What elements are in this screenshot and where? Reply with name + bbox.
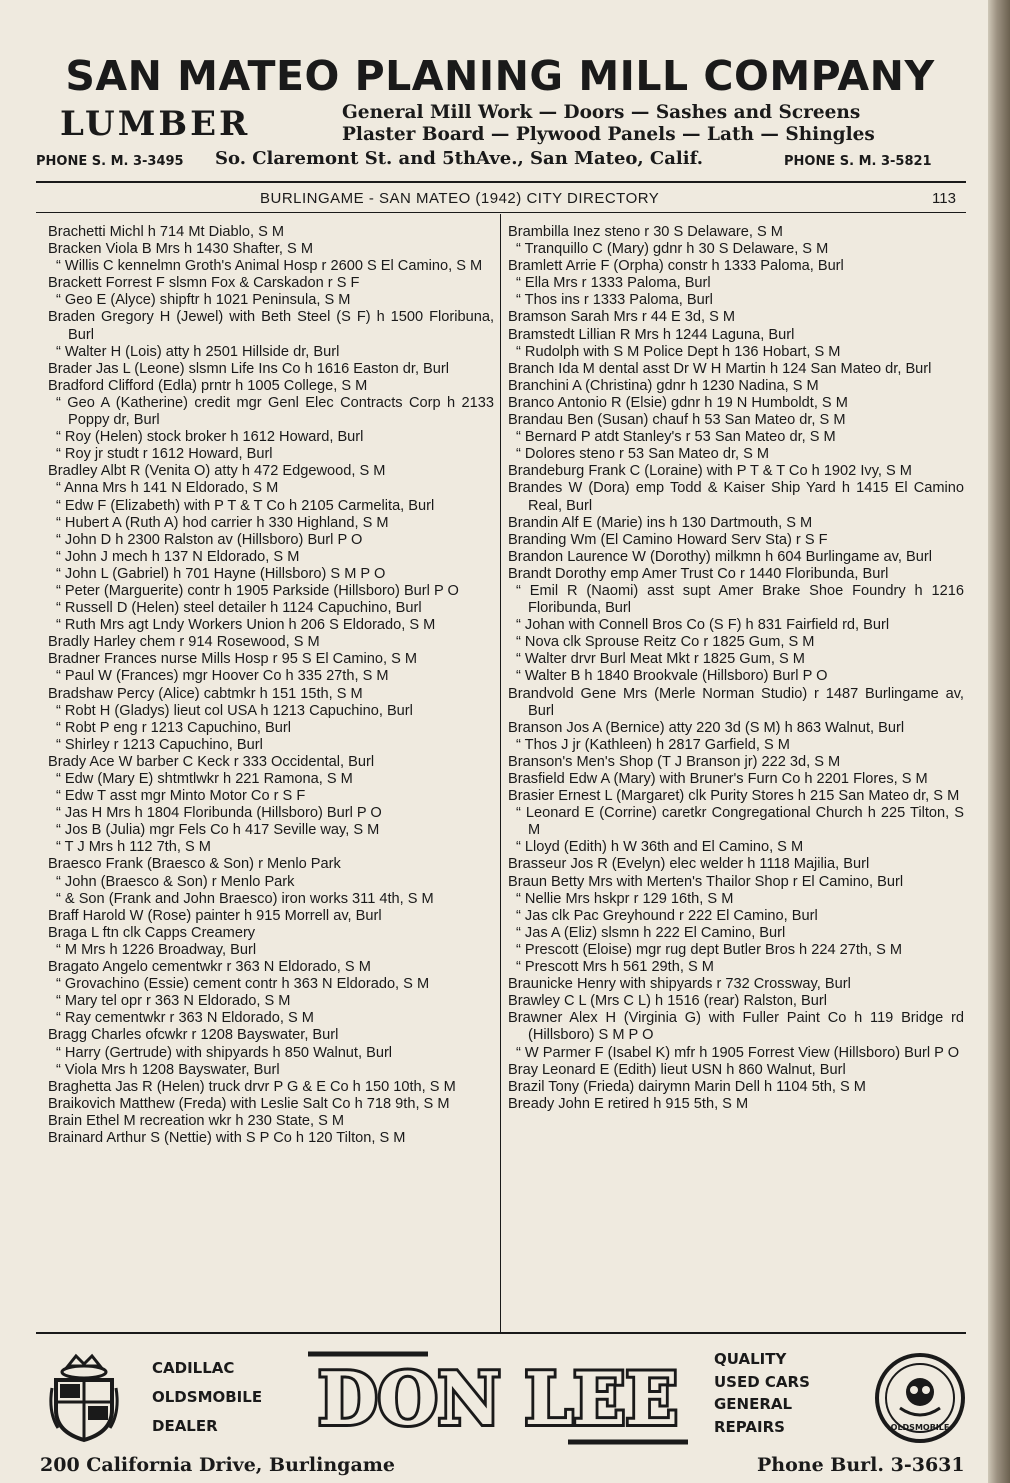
directory-entry: “ Prescott Mrs h 561 29th, S M bbox=[516, 959, 714, 976]
directory-entry: Bradshaw Percy (Alice) cabtmkr h 151 15th, S M bbox=[48, 685, 363, 702]
directory-entry: Bragg Charles ofcwkr r 1208 Bayswater, Burl bbox=[48, 1027, 339, 1044]
directory-entry: “ Ray cementwkr r 363 N Eldorado, S M bbox=[56, 1010, 314, 1027]
directory-entry: Brandt Dorothy emp Amer Trust Co r 1440 Floribunda, Burl bbox=[508, 565, 889, 582]
header-rule bbox=[36, 181, 966, 183]
directory-entry: “ Geo A (Katherine) credit mgr Genl Elec Contracts Corp h 2133 Poppy dr, Burl bbox=[56, 394, 494, 429]
ad-address: So. Claremont St. and 5thAve., San Mateo, Calif. bbox=[215, 148, 703, 169]
directory-entry: “ Robt P eng r 1213 Capuchino, Burl bbox=[56, 719, 291, 736]
don-lee-logo bbox=[308, 1348, 688, 1448]
directory-entry: Brandin Alf E (Marie) ins h 130 Dartmouth, S M bbox=[508, 514, 813, 531]
directory-entry: Bray Leonard E (Edith) lieut USN h 860 Walnut, Burl bbox=[508, 1061, 846, 1078]
directory-entry: “ John (Braesco & Son) r Menlo Park bbox=[56, 873, 295, 890]
directory-entry: Braghetta Jas R (Helen) truck drvr P G & E Co h 150 10th, S M bbox=[48, 1078, 456, 1095]
page-number: 113 bbox=[932, 190, 956, 207]
directory-entry: Brady Ace W barber C Keck r 333 Occidental, Burl bbox=[48, 753, 375, 770]
directory-entry: Brackett Forrest F slsmn Fox & Carskadon r S F bbox=[48, 275, 360, 292]
directory-entry: “ Johan with Connell Bros Co (S F) h 831 Fairfield rd, Burl bbox=[516, 617, 890, 634]
directory-entry: “ Shirley r 1213 Capuchino, Burl bbox=[56, 736, 263, 753]
directory-entry: “ Prescott (Eloise) mgr rug dept Butler Bros h 224 27th, S M bbox=[516, 941, 903, 958]
ad-dealer-line: DEALER bbox=[152, 1417, 218, 1435]
directory-entry: “ Leonard E (Corrine) caretkr Congregational Church h 225 Tilton, S M bbox=[516, 805, 964, 839]
directory-entry: Bramstedt Lillian R Mrs h 1244 Laguna, Burl bbox=[508, 326, 795, 343]
directory-entry: Braunicke Henry with shipyards r 732 Crossway, Burl bbox=[508, 976, 851, 993]
directory-entry: Brandvold Gene Mrs (Merle Norman Studio) r 1487 Burlingame av, Burl bbox=[508, 685, 964, 719]
directory-entry: “ M Mrs h 1226 Broadway, Burl bbox=[56, 941, 257, 958]
directory-entry: “ Edw F (Elizabeth) with P T & T Co h 2105 Carmelita, Burl bbox=[56, 497, 435, 514]
directory-entry: “ Lloyd (Edith) h W 36th and El Camino, S M bbox=[516, 839, 804, 856]
ad-quality-line: GENERAL bbox=[714, 1395, 793, 1413]
directory-entry: Braff Harold W (Rose) painter h 915 Morrell av, Burl bbox=[48, 907, 382, 924]
directory-entry: “ Anna Mrs h 141 N Eldorado, S M bbox=[56, 480, 279, 497]
directory-entry: “ Viola Mrs h 1208 Bayswater, Burl bbox=[56, 1061, 280, 1078]
running-head-rule bbox=[36, 212, 966, 213]
directory-entry: Brader Jas L (Leone) slsmn Life Ins Co h 1616 Easton dr, Burl bbox=[48, 360, 449, 377]
directory-entry: Brambilla Inez steno r 30 S Delaware, S M bbox=[508, 224, 783, 240]
ad-company-name: SAN MATEO PLANING MILL COMPANY bbox=[65, 52, 935, 100]
directory-entry: “ Roy jr studt r 1612 Howard, Burl bbox=[56, 446, 273, 463]
directory-entry: “ Bernard P atdt Stanley's r 53 San Mateo dr, S M bbox=[516, 429, 836, 446]
ad-phone-right: PHONE S. M. 3-5821 bbox=[784, 154, 932, 169]
directory-entry: “ Nellie Mrs hskpr r 129 16th, S M bbox=[516, 890, 734, 907]
directory-entry: “ Roy (Helen) stock broker h 1612 Howard, Burl bbox=[56, 429, 364, 446]
directory-entry: Brasfield Edw A (Mary) with Bruner's Furn Co h 2201 Flores, S M bbox=[508, 771, 928, 787]
directory-entry: “ Jas clk Pac Greyhound r 222 El Camino, Burl bbox=[516, 907, 818, 924]
directory-entry: “ Hubert A (Ruth A) hod carrier h 330 Highland, S M bbox=[56, 514, 389, 531]
footer-rule bbox=[36, 1332, 966, 1334]
directory-entry: Brandeburg Frank C (Loraine) with P T & T Co h 1902 Ivy, S M bbox=[508, 463, 912, 480]
directory-entry: “ Emil R (Naomi) asst supt Amer Brake Shoe Foundry h 1216 Floribunda, Burl bbox=[516, 582, 964, 617]
directory-entry: “ Edw T asst mgr Minto Motor Co r S F bbox=[56, 788, 306, 805]
ad-services-line: General Mill Work — Doors — Sashes and Screens bbox=[342, 102, 861, 123]
directory-entry: Bradley Albt R (Venita O) atty h 472 Edgewood, S M bbox=[48, 463, 386, 480]
ad-services-line: Plaster Board — Plywood Panels — Lath — Shingles bbox=[342, 124, 875, 145]
directory-entry: Bradford Clifford (Edla) prntr h 1005 College, S M bbox=[48, 377, 368, 394]
badge-text: OLDSMOBILE bbox=[890, 1423, 950, 1432]
directory-entry: Branson's Men's Shop (T J Branson jr) 222 3d, S M bbox=[508, 753, 841, 770]
directory-entry: “ Ruth Mrs agt Lndy Workers Union h 206 S Eldorado, S M bbox=[56, 617, 436, 634]
directory-entry: “ Jos B (Julia) mgr Fels Co h 417 Seville way, S M bbox=[56, 822, 380, 839]
ad-phone-left: PHONE S. M. 3-3495 bbox=[36, 154, 184, 169]
ad-quality-lines bbox=[714, 1348, 810, 1438]
directory-entry: “ Harry (Gertrude) with shipyards h 850 Walnut, Burl bbox=[56, 1044, 393, 1061]
directory-entry: Brawley C L (Mrs C L) h 1516 (rear) Ralston, Burl bbox=[508, 993, 827, 1010]
directory-entry: “ Rudolph with S M Police Dept h 136 Hobart, S M bbox=[516, 343, 841, 360]
directory-entry: Branco Antonio R (Elsie) gdnr h 19 N Humboldt, S M bbox=[508, 394, 848, 411]
directory-entry: Brawner Alex H (Virginia G) with Fuller Paint Co h 119 Bridge rd (Hillsboro) S M P O bbox=[508, 1010, 964, 1044]
directory-entry: “ Grovachino (Essie) cement contr h 363 N Eldorado, S M bbox=[56, 976, 430, 993]
directory-entry: “ John J mech h 137 N Eldorado, S M bbox=[56, 548, 300, 565]
directory-entry: “ Russell D (Helen) steel detailer h 1124 Capuchino, Burl bbox=[56, 600, 422, 617]
directory-entry: “ Jas A (Eliz) slsmn h 222 El Camino, Burl bbox=[516, 924, 786, 941]
directory-entry: Branchini A (Christina) gdnr h 1230 Nadina, S M bbox=[508, 377, 819, 394]
directory-entry: “ Thos ins r 1333 Paloma, Burl bbox=[516, 292, 713, 309]
directory-entry: Bradner Frances nurse Mills Hosp r 95 S El Camino, S M bbox=[48, 651, 418, 668]
directory-entry: Bramlett Arrie F (Orpha) constr h 1333 Paloma, Burl bbox=[508, 258, 844, 275]
directory-entry: “ Tranquillo C (Mary) gdnr h 30 S Delaware, S M bbox=[516, 241, 829, 258]
directory-entry: “ Walter H (Lois) atty h 2501 Hillside dr, Burl bbox=[56, 343, 340, 360]
directory-entry: “ Nova clk Sprouse Reitz Co r 1825 Gum, S M bbox=[516, 634, 815, 651]
directory-entry: Braga L ftn clk Capps Creamery bbox=[48, 924, 256, 941]
directory-entry: Braden Gregory H (Jewel) with Beth Steel (S F) h 1500 Floribuna, Burl bbox=[48, 309, 494, 343]
directory-entry: Braesco Frank (Braesco & Son) r Menlo Park bbox=[48, 856, 341, 873]
directory-entry: Braikovich Matthew (Freda) with Leslie Salt Co h 718 9th, S M bbox=[48, 1095, 450, 1112]
footer-address: 200 California Drive, Burlingame bbox=[40, 1454, 395, 1476]
directory-entry: “ & Son (Frank and John Braesco) iron works 311 4th, S M bbox=[56, 890, 434, 907]
directory-entry: Bracken Viola B Mrs h 1430 Shafter, S M bbox=[48, 241, 313, 258]
book-binding-edge bbox=[988, 0, 1010, 1483]
directory-entry: “ Walter B h 1840 Brookvale (Hillsboro) Burl P O bbox=[516, 668, 828, 685]
directory-entry: “ Jas H Mrs h 1804 Floribunda (Hillsboro) Burl P O bbox=[56, 805, 382, 822]
directory-entry: “ Dolores steno r 53 San Mateo dr, S M bbox=[516, 446, 770, 463]
footer-phone: Phone Burl. 3-3631 bbox=[757, 1454, 965, 1476]
don-lee-logo-text: DON LEE bbox=[318, 1356, 678, 1441]
ad-dealer-line: CADILLAC bbox=[152, 1359, 235, 1377]
directory-column-left bbox=[48, 224, 494, 1147]
directory-entry: “ Thos J jr (Kathleen) h 2817 Garfield, S M bbox=[516, 736, 790, 753]
ad-lumber-label: LUMBER bbox=[60, 104, 251, 144]
ad-quality-line: USED CARS bbox=[714, 1372, 810, 1391]
ad-dealer-lines bbox=[152, 1354, 262, 1441]
directory-entry: “ Paul W (Frances) mgr Hoover Co h 335 27th, S M bbox=[56, 668, 389, 685]
oldsmobile-badge-icon bbox=[874, 1352, 966, 1444]
ad-quality-line: REPAIRS bbox=[714, 1417, 785, 1436]
directory-entry: “ Walter drvr Burl Meat Mkt r 1825 Gum, S M bbox=[516, 651, 805, 668]
directory-entry: “ John D h 2300 Ralston av (Hillsboro) Burl P O bbox=[56, 531, 363, 548]
directory-entry: “ Peter (Marguerite) contr h 1905 Parkside (Hillsboro) Burl P O bbox=[56, 582, 459, 599]
directory-entry: “ W Parmer F (Isabel K) mfr h 1905 Forrest View (Hillsboro) Burl P O bbox=[516, 1044, 960, 1061]
directory-entry: Brachetti Michl h 714 Mt Diablo, S M bbox=[48, 224, 285, 240]
directory-entry: “ Mary tel opr r 363 N Eldorado, S M bbox=[56, 993, 291, 1010]
directory-entry: Brasseur Jos R (Evelyn) elec welder h 1118 Majilia, Burl bbox=[508, 856, 870, 873]
directory-entry: “ Edw (Mary E) shtmtlwkr h 221 Ramona, S M bbox=[56, 771, 353, 787]
directory-entry: Bramson Sarah Mrs r 44 E 3d, S M bbox=[508, 309, 736, 326]
ad-quality-line: QUALITY bbox=[714, 1350, 787, 1368]
directory-entry: Braun Betty Mrs with Merten's Thailor Shop r El Camino, Burl bbox=[508, 873, 904, 890]
directory-entry: Brazil Tony (Frieda) dairymn Marin Dell h 1104 5th, S M bbox=[508, 1078, 866, 1095]
directory-entry: “ John L (Gabriel) h 701 Hayne (Hillsboro) S M P O bbox=[56, 565, 386, 582]
directory-entry: “ T J Mrs h 112 7th, S M bbox=[56, 839, 211, 856]
directory-entry: “ Robt H (Gladys) lieut col USA h 1213 Capuchino, Burl bbox=[56, 702, 413, 719]
directory-entry: Branding Wm (El Camino Howard Serv Sta) r S F bbox=[508, 531, 828, 548]
directory-entry: Bragato Angelo cementwkr r 363 N Eldorado, S M bbox=[48, 959, 371, 976]
directory-entry: “ Willis C kennelmn Groth's Animal Hosp r 2600 S El Camino, S M bbox=[56, 258, 483, 275]
directory-entry: Bready John E retired h 915 5th, S M bbox=[508, 1095, 749, 1112]
directory-entry: Brandau Ben (Susan) chauf h 53 San Mateo dr, S M bbox=[508, 412, 846, 429]
directory-entry: Branch Ida M dental asst Dr W H Martin h 124 San Mateo dr, Burl bbox=[508, 360, 932, 377]
directory-entry: Brain Ethel M recreation wkr h 230 State, S M bbox=[48, 1112, 345, 1129]
directory-entry: “ Ella Mrs r 1333 Paloma, Burl bbox=[516, 275, 711, 292]
column-divider bbox=[500, 214, 501, 1332]
directory-entry: Brainard Arthur S (Nettie) with S P Co h 120 Tilton, S M bbox=[48, 1129, 406, 1146]
ad-services bbox=[342, 102, 875, 146]
ad-dealer-line: OLDSMOBILE bbox=[152, 1388, 263, 1406]
directory-entry: Branson Jos A (Bernice) atty 220 3d (S M) h 863 Walnut, Burl bbox=[508, 719, 905, 736]
cadillac-crest-icon bbox=[48, 1352, 120, 1444]
running-head: BURLINGAME - SAN MATEO (1942) CITY DIRECTORY bbox=[260, 190, 660, 207]
directory-entry: Bradly Harley chem r 914 Rosewood, S M bbox=[48, 634, 320, 651]
directory-entry: Brandes W (Dora) emp Todd & Kaiser Ship Yard h 1415 El Camino Real, Burl bbox=[508, 480, 964, 514]
directory-entry: Brandon Laurence W (Dorothy) milkmn h 604 Burlingame av, Burl bbox=[508, 548, 932, 565]
directory-column-right bbox=[508, 224, 964, 1113]
directory-entry: Brasier Ernest L (Margaret) clk Purity Stores h 215 San Mateo dr, S M bbox=[508, 788, 960, 805]
directory-entry: “ Geo E (Alyce) shipftr h 1021 Peninsula, S M bbox=[56, 292, 351, 309]
